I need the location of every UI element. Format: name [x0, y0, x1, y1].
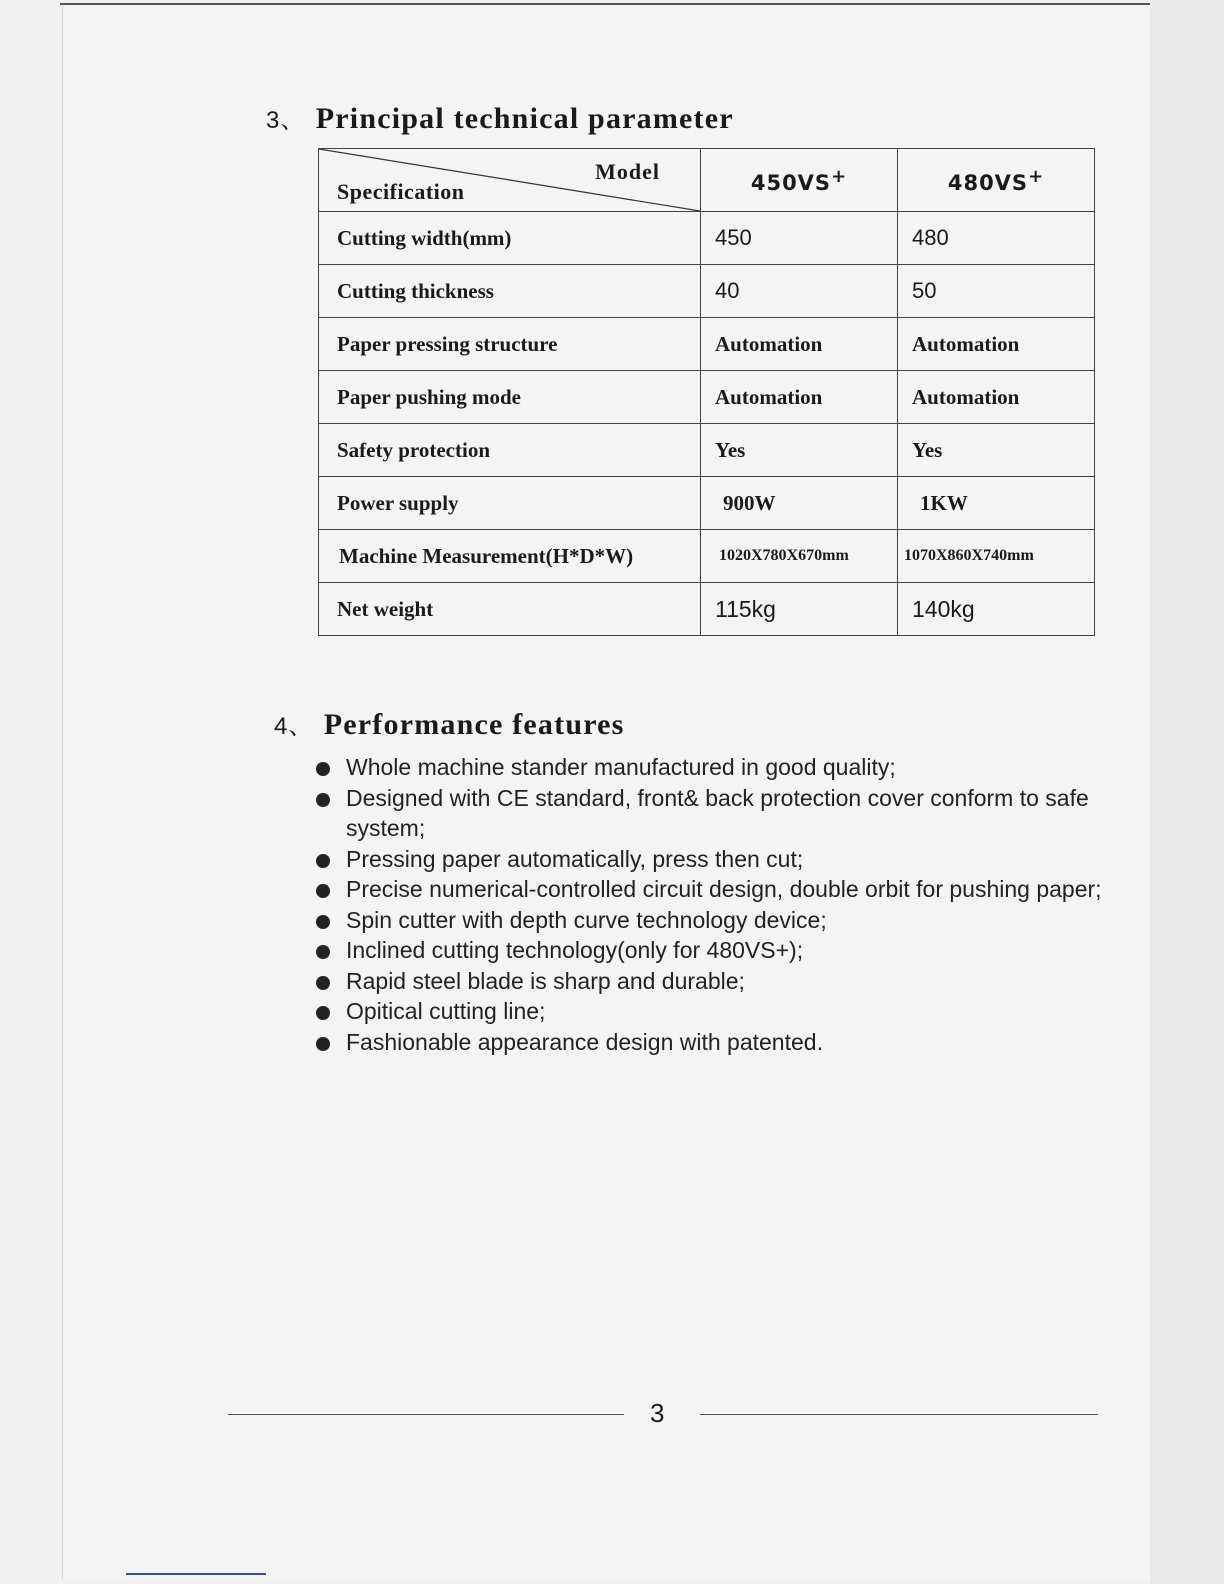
value-cell: Automation	[898, 371, 1095, 424]
spec-cell: Power supply	[319, 477, 701, 530]
section-4-title: Performance features	[323, 708, 625, 741]
spec-cell: Machine Measurement(H*D*W)	[319, 530, 701, 583]
spec-cell: Net weight	[319, 583, 701, 636]
model-name: 480VS	[947, 170, 1029, 195]
feature-text: Pressing paper automatically, press then cut;	[346, 845, 804, 872]
spec-cell: Paper pushing mode	[319, 371, 701, 424]
section-4-heading	[274, 706, 625, 742]
bullet-icon	[316, 945, 330, 959]
feature-text: Whole machine stander manufactured in good quality;	[346, 754, 896, 780]
value-cell: 900W	[701, 477, 898, 530]
table-row	[319, 318, 1095, 371]
bullet-icon	[316, 915, 330, 929]
footer-rule-right	[700, 1414, 1098, 1415]
table-row	[319, 371, 1095, 424]
feature-text: Opitical cutting line;	[346, 998, 546, 1024]
value-cell: 1KW	[898, 477, 1095, 530]
feature-text: Rapid steel blade is sharp and durable;	[346, 967, 745, 994]
spec-cell: Paper pressing structure	[319, 318, 701, 371]
specification-label: Specification	[337, 179, 465, 204]
feature-text: Fashionable appearance design with patented.	[346, 1028, 823, 1055]
value-cell: 1070X860X740mm	[898, 530, 1095, 583]
spec-cell: Safety protection	[319, 424, 701, 477]
table-row	[319, 530, 1095, 583]
section-3-number: 3、	[266, 107, 306, 134]
table-row	[319, 583, 1095, 636]
features-list	[312, 752, 1112, 1057]
value-cell: Automation	[701, 318, 898, 371]
value-cell: 140kg	[898, 583, 1095, 636]
spec-cell: Cutting thickness	[319, 265, 701, 318]
model-header-450	[701, 149, 898, 212]
list-item	[312, 1027, 1112, 1058]
bullet-icon	[316, 1037, 330, 1051]
model-name: 450VS	[750, 170, 832, 195]
scan-bottom-mark	[126, 1573, 266, 1575]
section-3-title: Principal technical parameter	[315, 102, 734, 135]
list-item	[312, 874, 1112, 905]
model-label: Model	[595, 159, 660, 184]
bullet-icon	[316, 762, 330, 776]
list-item	[312, 905, 1112, 936]
section-4-number: 4、	[274, 713, 314, 740]
section-3-heading	[266, 100, 734, 136]
diagonal-header-cell	[319, 149, 701, 212]
list-item	[312, 966, 1112, 997]
table-row	[319, 265, 1095, 318]
page-number: 3	[650, 1398, 665, 1428]
feature-text: Precise numerical-controlled circuit design, double orbit for pushing paper;	[346, 876, 1102, 902]
table-row	[319, 424, 1095, 477]
table-header-row	[319, 149, 1095, 212]
value-cell: 480	[898, 212, 1095, 265]
bullet-icon	[316, 854, 330, 868]
list-item	[312, 752, 1112, 783]
value-cell: Automation	[898, 318, 1095, 371]
bullet-icon	[316, 1006, 330, 1020]
value-cell: Yes	[898, 424, 1095, 477]
value-cell: Automation	[701, 371, 898, 424]
feature-text: Designed with CE standard, front& back protection cover conform to safe system;	[346, 784, 1089, 841]
feature-text: Spin cutter with depth curve technology device;	[346, 906, 827, 933]
list-item	[312, 783, 1112, 844]
bullet-icon	[316, 793, 330, 807]
value-cell: 50	[898, 265, 1095, 318]
model-header-480	[898, 149, 1095, 212]
spec-cell: Cutting width(mm)	[319, 212, 701, 265]
list-item	[312, 935, 1112, 966]
value-cell: 115kg	[701, 583, 898, 636]
model-suffix: +	[831, 165, 848, 187]
value-cell: 40	[701, 265, 898, 318]
value-cell: 1020X780X670mm	[701, 530, 898, 583]
bullet-icon	[316, 884, 330, 898]
bullet-icon	[316, 976, 330, 990]
scan-top-edge	[60, 3, 1150, 5]
footer-rule-left	[228, 1414, 624, 1415]
feature-text: Inclined cutting technology(only for 480VS+);	[346, 937, 804, 963]
table-row	[319, 212, 1095, 265]
value-cell: 450	[701, 212, 898, 265]
list-item	[312, 996, 1112, 1027]
model-suffix: +	[1028, 165, 1045, 187]
list-item	[312, 844, 1112, 875]
value-cell: Yes	[701, 424, 898, 477]
technical-parameter-table	[318, 148, 1095, 636]
table-row	[319, 477, 1095, 530]
scan-right-margin	[1150, 0, 1224, 1584]
